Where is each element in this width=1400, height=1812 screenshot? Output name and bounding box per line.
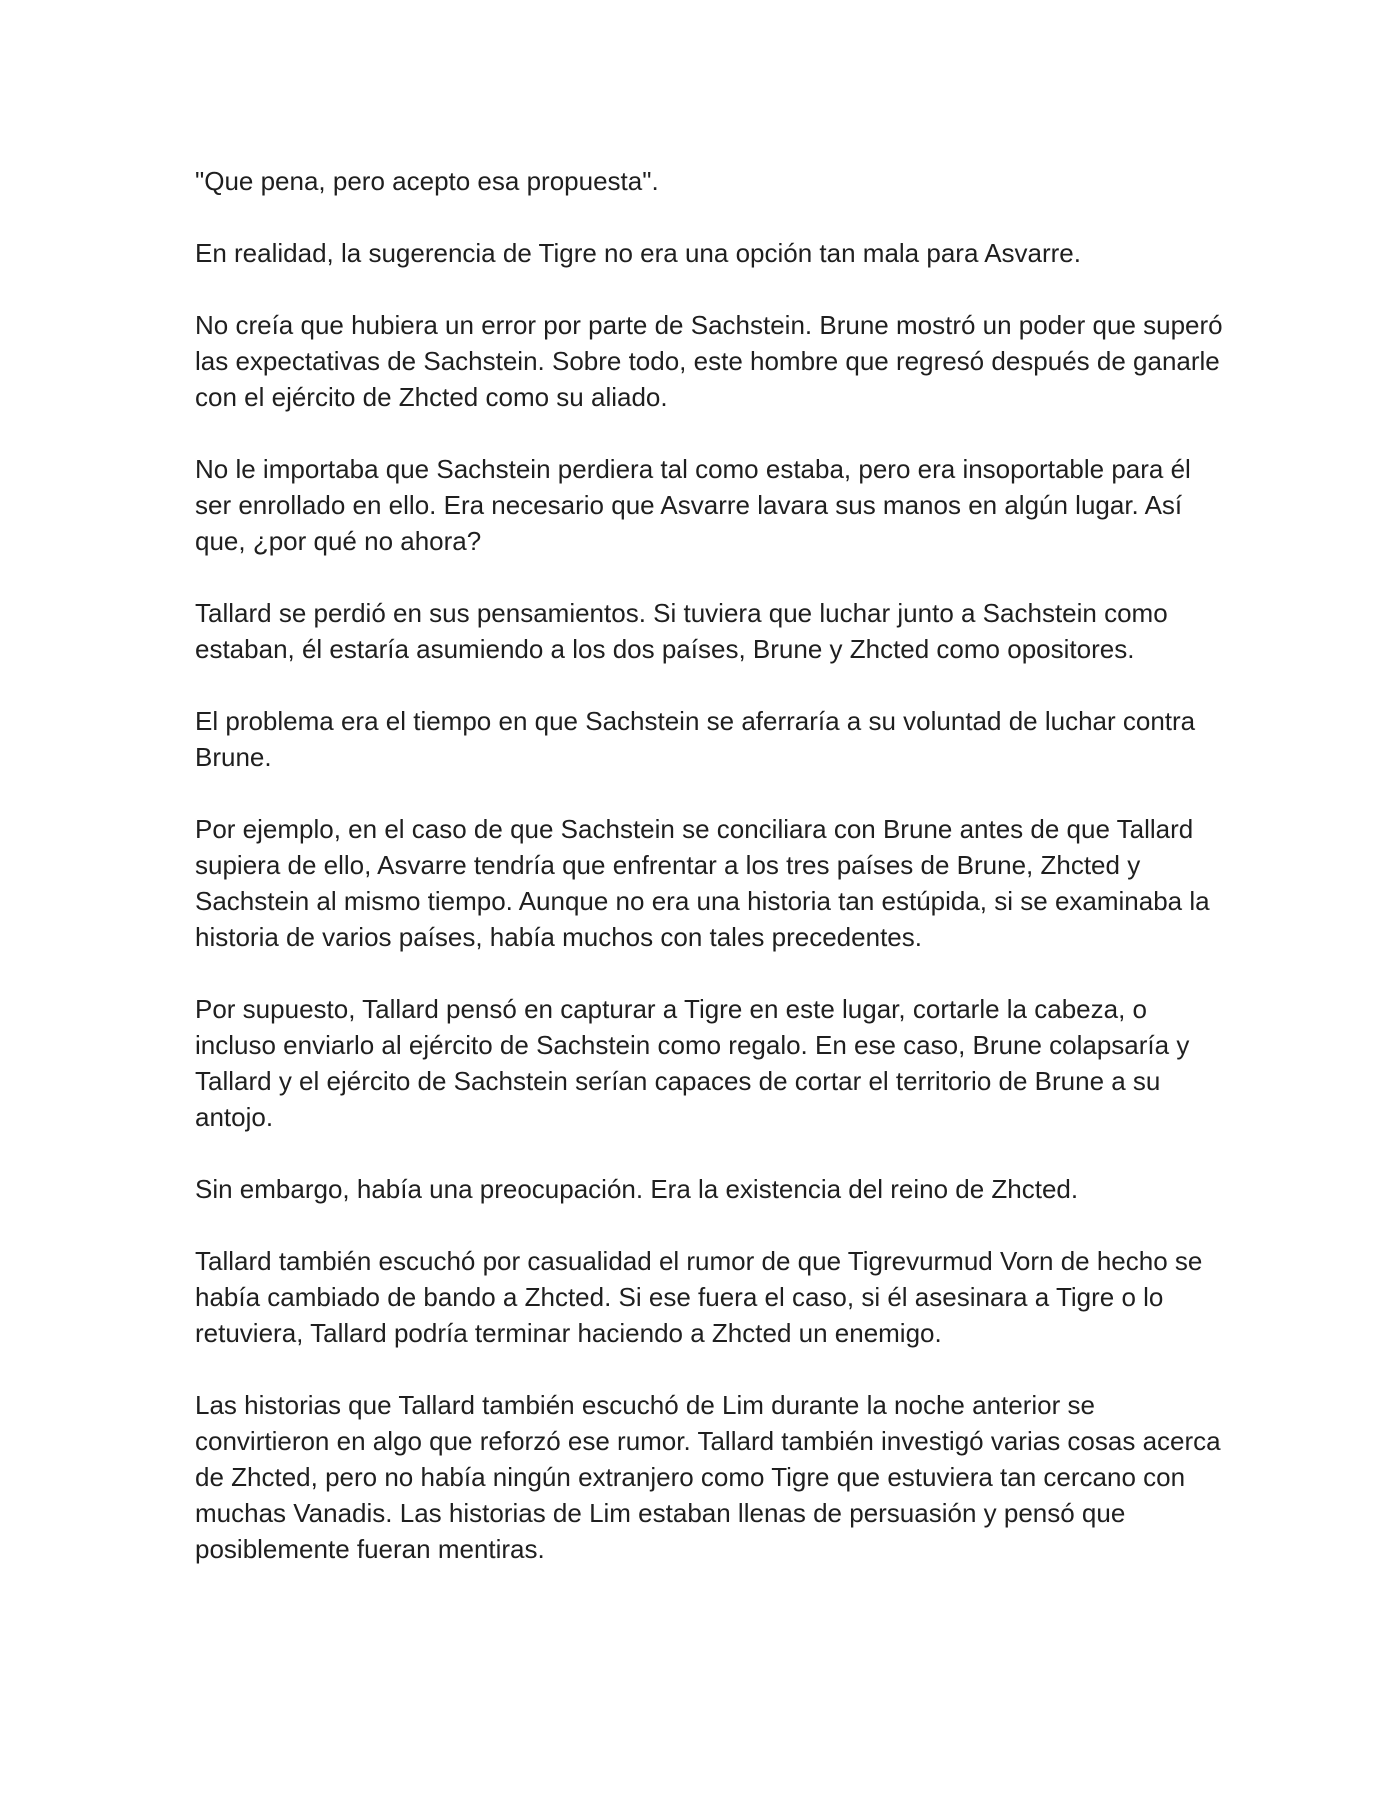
paragraph-10: Tallard también escuchó por casualidad el rumor de que Tigrevurmud Vorn de hecho se había cambiado de bando a Zhcted. Si ese fuera el caso, si él asesinara a Tigre o lo retuviera, Tallard podría terminar haciendo a Zhcted un enemigo. [195,1246,1203,1348]
paragraph-9: Sin embargo, había una preocupación. Era la existencia del reino de Zhcted. [195,1174,1079,1204]
paragraph-6: El problema era el tiempo en que Sachstein se aferraría a su voluntad de luchar contra Brune. [195,706,1196,772]
paragraph-11: Las historias que Tallard también escuchó de Lim durante la noche anterior se convirtieron en algo que reforzó ese rumor. Tallard también investigó varias cosas acerca de Zhcted, pero no había ningún extranjero como Tigre que estuviera tan cercano con muchas Vanadis. Las historias de Lim estaban llenas de persuasión y pensó que posiblemente fueran mentiras. [195,1390,1221,1564]
paragraph-7: Por ejemplo, en el caso de que Sachstein se conciliara con Brune antes de que Tallard supiera de ello, Asvarre tendría que enfrentar a los tres países de Brune, Zhcted y Sachstein al mismo tiempo. Aunque no era una historia tan estúpida, si se examinaba la historia de varios países, había muchos con tales precedentes. [195,814,1210,952]
paragraph-1: "Que pena, pero acepto esa propuesta". [195,166,659,196]
paragraph-5: Tallard se perdió en sus pensamientos. Si tuviera que luchar junto a Sachstein como estaban, él estaría asumiendo a los dos países, Brune y Zhcted como opositores. [195,598,1168,664]
paragraph-3: No creía que hubiera un error por parte de Sachstein. Brune mostró un poder que superó las expectativas de Sachstein. Sobre todo, este hombre que regresó después de ganarle con el ejército de Zhcted como su aliado. [195,310,1223,412]
paragraph-4: No le importaba que Sachstein perdiera tal como estaba, pero era insoportable para él ser enrollado en ello. Era necesario que Asvarre lavara sus manos en algún lugar. Así que, ¿por qué no ahora? [195,454,1191,556]
document-body [195,163,1225,1603]
paragraph-2: En realidad, la sugerencia de Tigre no era una opción tan mala para Asvarre. [195,238,1081,268]
paragraph-8: Por supuesto, Tallard pensó en capturar a Tigre en este lugar, cortarle la cabeza, o incluso enviarlo al ejército de Sachstein como regalo. En ese caso, Brune colapsaría y Tallard y el ejército de Sachstein serían capaces de cortar el territorio de Brune a su antojo. [195,994,1190,1132]
